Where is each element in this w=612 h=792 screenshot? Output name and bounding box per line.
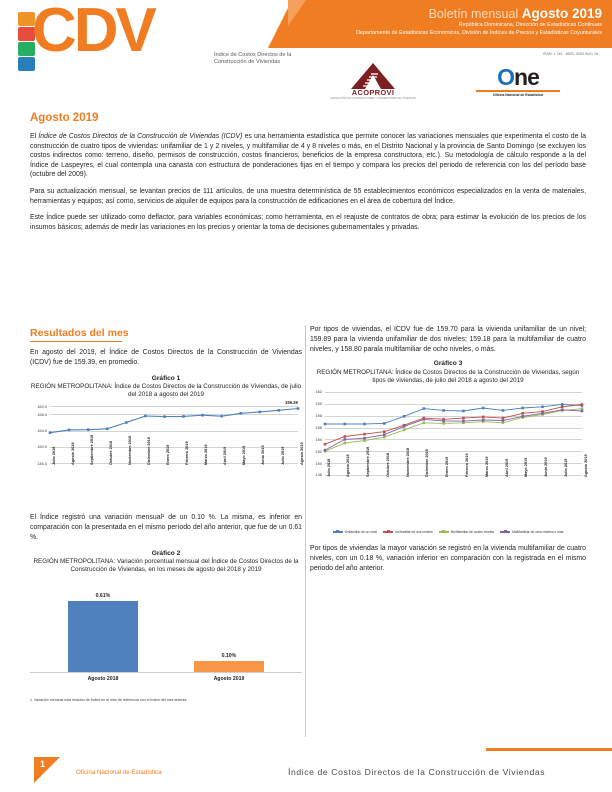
chart1-title: REGIÓN METROPOLITANA: Índice de Costos Directos de la Construcción de Viviendas, de julio del 2018 a agosto del 2019 [30,382,302,398]
x-axis-tick: Marzo 2019 [204,444,209,466]
x-axis-tick: Julio 2019 [563,458,568,477]
one-logo [470,65,566,97]
chart1-number: Gráfico 1 [151,374,181,382]
legend-swatch [500,531,510,533]
icdv-logo [18,0,292,88]
legend-label: Unifamiliar de dos niveles [395,530,433,534]
left-paragraph-1: En agosto del 2019, el Índice de Costos Directos de la Construcción de Viviendas (ICDV) fue de 159.39, en promedio. [30,349,302,366]
bulletin-issue: Agosto 2019 [521,6,602,21]
x-axis-tick: Abril 2019 [223,447,228,466]
right-paragraph-1: Por tipos de viviendas, el ICDV fue de 159.70 para la vivienda unifamiliar de un nivel; 159.89 para la vivienda unifamiliar de dos niveles; 159.18 para la multifamiliar de cuatro niveles, y 158.80 parala multifamiliar de ocho niveles, o más. [310,326,586,353]
bulletin-label: Boletín mensual [428,7,519,21]
bar-category-label: Agosto 2018 [87,676,119,683]
y-axis-tick: 160 [315,401,322,407]
y-axis-tick: 162 [315,389,322,395]
legend-swatch [333,531,343,533]
intro-paragraph-2: Para su actualización mensual, se levantan precios de 111 artículos, de una muestra determinística de 55 establecimientos económicos especializados en la venta de materiales, herramientas y equipos; así como, servicios de alquiler de equipos para la construcción de edificaciones en el área de cobertura del Índice. [30,187,586,205]
acoprovi-mark-icon [343,62,403,90]
x-axis-tick: Marzo 2019 [484,456,489,477]
chart2-title: REGIÓN METROPOLITANA: Variación porcentual mensual del Índice de Costos Directos de la Construcción de Viviendas, en los meses de agosto del 2018 y 2019 [33,557,299,573]
bulletin-heading [429,6,602,21]
x-axis-tick: Junio 2019 [261,445,266,466]
x-axis-tick: Julio 2018 [326,458,331,477]
legend-item [383,530,433,534]
intro-paragraph-1 [30,132,586,180]
section-title-underline [30,341,122,342]
bar [68,601,137,673]
one-wordmark: One [497,64,539,90]
legend-label: Multifamiliar de cuatro niveles [450,530,495,534]
x-axis-tick: Diciembre 2018 [147,437,151,466]
y-axis-tick: 150.0 [37,444,47,450]
x-axis-tick: Diciembre 2018 [425,449,430,477]
legend-swatch [383,531,393,533]
legend-item [500,530,563,534]
chart3-number: Gráfico 3 [433,360,463,368]
footer-doc-title: Índice de Costos Directos de la Construcción de Viviendas [288,767,546,777]
chart1-caption [30,375,302,400]
partner-logos [330,62,560,106]
institution-line: República Dominicana, Dirección de Estadísticas Continuas [458,22,602,28]
one-slogan: Oficina Nacional de Estadística [492,93,544,97]
x-axis-tick: Junio 2019 [544,457,549,477]
left-column [30,348,302,703]
logo-subtitle: Índice de Costos Directos de la Construcción de Viviendas [214,52,292,65]
data-label: 159.39 [285,399,298,405]
issn-line: ISSN: 1 749 - 8825, ISSN 9421 18 [543,52,598,56]
x-axis-tick: Agosto 2019 [299,442,304,466]
right-column [310,325,586,579]
legend-label: Unifamiliar de un nivel [344,530,378,534]
x-axis-tick: Febrero 2019 [185,441,190,466]
legend-label: Multifamiliar de ocho niveles o más [512,530,564,534]
x-axis-tick: Enero 2019 [166,444,171,466]
chart3-caption [310,360,586,385]
column-divider [305,325,306,737]
legend-item [439,530,494,534]
intro-section [30,112,586,239]
bar-value-label: 0.10% [221,652,237,659]
intro-p1-italic: Índice de Costos Directos de la Construcción de Viviendas (ICDV) [38,133,243,140]
department-line: Departamento de Estadísticas Económicas, División de Índices de Precios y Estadísticas Coyunturales [356,30,602,36]
page-number-triangle [34,757,60,783]
x-axis-tick: Octubre 2018 [385,452,390,477]
y-axis-tick: 158 [315,413,322,419]
header-orange-band [268,0,612,48]
x-axis-tick: Noviembre 2018 [127,436,132,466]
chart3-legend [310,530,586,534]
y-axis-tick: 148 [315,472,322,478]
x-axis-tick: Octubre 2018 [108,441,113,466]
intro-paragraph-3: Este Índice puede ser utilizado como deflactor, para variables económicas; como herramienta, en el reajuste de contratos de obra; para estimar la evolución de los precios de los insumos básicos; además de medir las variaciones en los precios y orientar la toma de decisiones gubernamentales y privadas. [30,214,586,231]
axis-baseline [30,672,302,673]
x-axis-tick: Febrero 2019 [465,453,469,477]
y-axis-tick: 156 [315,425,322,430]
y-axis-tick: 160.0 [37,403,47,409]
y-axis-tick: 154 [315,436,322,442]
acoprovi-logo [330,62,416,100]
section-title-resultados: Resultados del mes [30,327,129,339]
left-paragraph-2: El Índice registró una variación mensual¹ de un 0.10 %. La misma, es inferior en comparación con la presentada en el mismo período del año anterior, que fue de un 0.61 %. [30,514,302,541]
chart2-footnote: 1. Variación mensual esta relación de Índice en el mes de referencia con el Índice del mes anterior. [30,698,188,703]
footer-rule [486,748,612,751]
right-paragraph-2: Por tipos de viviendas la mayor variación se registró en la vivienda multifamiliar de cuatro niveles, con un 0.18 %, variación inferior en comparación con la registrada en el mismo periodo del año anterior. [310,545,586,572]
x-axis-tick: Noviembre 2018 [405,447,410,477]
page-number: 1 [40,759,46,769]
y-axis-tick: 150 [315,460,322,466]
chart2-bar-plot [30,576,302,694]
y-axis-tick: 154.0 [37,428,47,433]
bar-category-label: Agosto 2019 [213,676,245,683]
logo-wordmark: CDV [32,0,154,65]
y-axis-tick: 152 [315,448,322,454]
one-bar [476,90,560,92]
acoprovi-slogan: ASOCIACIÓN DE CONSTRUCTORES Y PROMOTORES DE VIVIENDAS [330,97,416,100]
x-axis-tick: Mayo 2019 [524,457,529,477]
chart3-multiline-plot [310,387,586,527]
intro-p1-pre: El [30,133,39,140]
chart3-title: REGIÓN METROPLITANA: Índice de Costos Directos de la Construcción de Viviendas, según tipos de viviendas, de julio del 2018 a agosto del 2019 [316,368,580,384]
page-footer [0,755,612,792]
y-axis-tick: 158.0 [37,411,47,417]
legend-item [333,530,377,534]
chart1-line-plot [30,401,302,509]
x-axis-tick: Septiembre 2018 [89,435,94,466]
y-axis-tick: 146.0 [37,460,47,466]
x-axis-tick: Agosto 2018 [70,442,75,466]
x-axis-tick: Agosto 2019 [583,454,588,477]
bar [194,661,263,673]
x-axis-tick: Abril 2019 [504,458,509,477]
x-axis-tick: Julio 2019 [280,446,285,466]
x-axis-tick: Mayo 2019 [242,445,247,466]
page-title: Agosto 2019 [30,112,99,124]
bar-value-label: 0.61% [95,592,111,599]
x-axis-tick: Enero 2019 [445,456,450,477]
page-header [0,0,612,112]
acoprovi-name: ACOPROVI [351,88,395,97]
chart2-caption [30,550,302,575]
chart2-number: Gráfico 2 [151,549,181,557]
x-axis-tick: Julio 2018 [51,446,56,466]
x-axis-tick: Agosto 2018 [346,454,351,477]
intro-p1-post: es una herramienta estadística que permite conocer las variaciones mensuales que experimenta el costo de la construcción de cuatro tipos de viviendas: unifamiliar de 1 y 2 niveles, y multifamiliar de 4 y 8 niveles o más, en el Distrito Nacional y la provincia de Santo Domingo (se excluyen los costos indirectos como: terreno, diseño, permisos de construcción, costos financieros, beneficios de la empresa constructora, etc.). Su metodología de cálculo responde a la del Índice de Laspeyres, el cual contempla una canasta con estructura de ponderaciones fijas en el tiempo y compara los precios del periodo de referencia con los del período base (octubre del 2009). [30,133,586,179]
legend-swatch [439,531,449,533]
x-axis-tick: Septiembre 2018 [366,446,371,477]
footer-office: Oficina Nacional de Estadística [76,769,162,776]
